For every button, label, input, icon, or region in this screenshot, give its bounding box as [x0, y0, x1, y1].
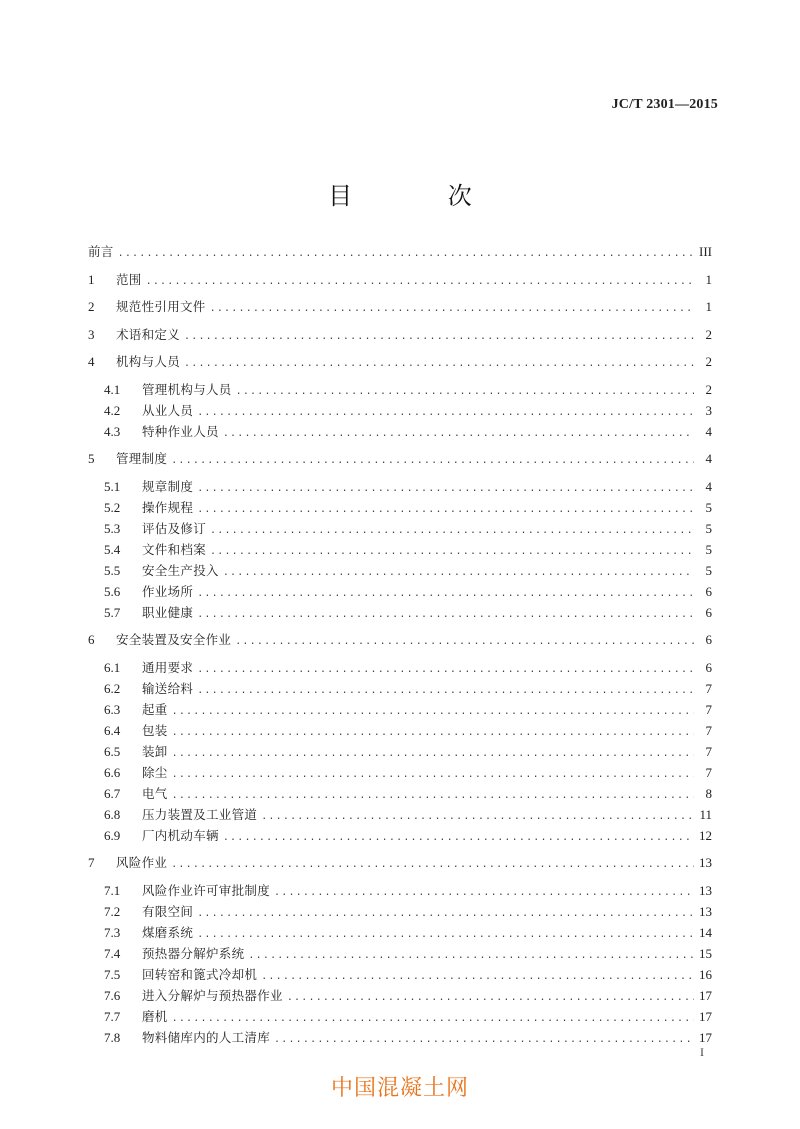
toc-entry[interactable]: [88, 324, 712, 345]
toc-entry[interactable]: [88, 825, 712, 846]
toc-entry-number: 7: [88, 855, 95, 870]
toc-entry-number: 2: [88, 299, 95, 314]
toc-entry-label: 机构与人员: [116, 354, 181, 369]
toc-entry[interactable]: [88, 602, 712, 623]
toc-entry[interactable]: [88, 720, 712, 741]
toc-entry-number: 5.2: [104, 499, 121, 515]
toc-entry-page: 4: [705, 423, 712, 439]
toc-leader-dots: [197, 583, 694, 604]
toc-entry[interactable]: [88, 296, 712, 317]
toc-entry-number: 5.6: [104, 583, 121, 599]
toc-entry-number: 4.1: [104, 381, 121, 397]
toc-entry[interactable]: [88, 678, 712, 699]
toc-entry[interactable]: [88, 943, 712, 964]
toc-leader-dots: [172, 743, 694, 764]
toc-entry[interactable]: [88, 581, 712, 602]
table-of-contents: [88, 241, 712, 1048]
toc-entry[interactable]: [88, 964, 712, 985]
toc-entry-page: 6: [705, 632, 712, 647]
toc-entry-page: 1: [705, 271, 712, 287]
toc-entry-number: 6.9: [104, 827, 121, 843]
toc-entry-page: III: [699, 244, 712, 259]
toc-entry-page: 5: [705, 562, 712, 578]
toc-entry-label: 预热器分解炉系统: [142, 945, 245, 961]
toc-entry[interactable]: [88, 901, 712, 922]
toc-leader-dots: [184, 353, 694, 374]
toc-entry[interactable]: [88, 804, 712, 825]
toc-leader-dots: [197, 924, 694, 945]
toc-entry-label: 特种作业人员: [142, 423, 219, 439]
toc-leader-dots: [197, 903, 694, 924]
toc-entry-page: 6: [705, 583, 712, 599]
toc-entry-label: 压力装置及工业管道: [142, 806, 258, 822]
toc-entry-number: 6.8: [104, 806, 121, 822]
toc-entry-number: 6.5: [104, 743, 121, 759]
toc-entry-number: 7.6: [104, 987, 121, 1003]
toc-entry-page: 7: [705, 743, 712, 759]
toc-entry-number: 6.2: [104, 680, 121, 696]
toc-entry-number: 6: [88, 632, 95, 647]
toc-entry-number: 7.4: [104, 945, 121, 961]
toc-entry[interactable]: [88, 379, 712, 400]
toc-entry-page: 3: [705, 402, 712, 418]
toc-entry[interactable]: [88, 1006, 712, 1027]
toc-entry-number: 5.7: [104, 604, 121, 620]
toc-entry[interactable]: [88, 741, 712, 762]
toc-entry-number: 4.2: [104, 402, 121, 418]
toc-entry-page: 17: [699, 1008, 712, 1024]
page-title: 目 次: [328, 182, 516, 210]
toc-entry-page: 16: [699, 966, 712, 982]
toc-entry[interactable]: [88, 1027, 712, 1048]
toc-entry[interactable]: [88, 629, 712, 650]
toc-leader-dots: [197, 402, 694, 423]
toc-entry-label: 作业场所: [142, 583, 194, 599]
toc-entry-label: 操作规程: [142, 499, 194, 515]
toc-entry[interactable]: [88, 448, 712, 469]
toc-entry-page: 15: [699, 945, 712, 961]
toc-leader-dots: [235, 631, 694, 652]
toc-entry-page: 11: [699, 806, 712, 822]
toc-entry-number: 7.7: [104, 1008, 121, 1024]
document-code: JC/T 2301—2015: [611, 97, 718, 112]
toc-entry-number: 6.4: [104, 722, 121, 738]
toc-entry-number: 1: [88, 271, 95, 287]
toc-leader-dots: [210, 298, 694, 319]
toc-leader-dots: [210, 541, 694, 562]
toc-entry-label: 进入分解炉与预热器作业: [142, 987, 283, 1003]
toc-entry-page: 7: [705, 701, 712, 717]
toc-entry-page: 17: [699, 1029, 712, 1045]
toc-entry-label: 厂内机动车辆: [142, 827, 219, 843]
toc-entry-label: 职业健康: [142, 604, 194, 620]
watermark: 中国混凝土网: [330, 1076, 469, 1101]
toc-entry-number: 7.1: [104, 882, 121, 898]
toc-entry-page: 6: [705, 604, 712, 620]
toc-entry-label: 文件和档案: [142, 541, 207, 557]
toc-entry-page: 6: [705, 659, 712, 675]
toc-entry-label: 有限空间: [142, 903, 194, 919]
toc-leader-dots: [146, 271, 694, 292]
toc-leader-dots: [171, 854, 694, 875]
toc-leader-dots: [197, 604, 694, 625]
toc-entry-number: 5.3: [104, 520, 121, 536]
page-number: I: [700, 1045, 704, 1059]
toc-entry[interactable]: [88, 476, 712, 497]
toc-entry-page: 2: [705, 354, 712, 369]
toc-entry-page: 5: [705, 541, 712, 557]
toc-entry[interactable]: [88, 699, 712, 720]
toc-entry-number: 7.2: [104, 903, 121, 919]
toc-leader-dots: [197, 499, 694, 520]
toc-entry-label: 包装: [142, 722, 168, 738]
toc-entry-number: 6.3: [104, 701, 121, 717]
toc-entry-page: 7: [705, 680, 712, 696]
toc-leader-dots: [236, 381, 694, 402]
toc-entry-number: 5.1: [104, 478, 121, 494]
toc-entry-number: 5.4: [104, 541, 121, 557]
toc-leader-dots: [274, 1029, 694, 1050]
toc-entry[interactable]: [88, 922, 712, 943]
toc-entry-label: 管理机构与人员: [142, 381, 232, 397]
toc-entry-label: 范围: [116, 271, 142, 287]
toc-entry-number: 4: [88, 354, 95, 369]
toc-entry-page: 2: [705, 381, 712, 397]
toc-leader-dots: [172, 785, 694, 806]
toc-leader-dots: [287, 987, 694, 1008]
toc-leader-dots: [248, 945, 694, 966]
toc-entry-label: 评估及修订: [142, 520, 207, 536]
toc-entry[interactable]: [88, 351, 712, 372]
toc-entry-page: 7: [705, 722, 712, 738]
toc-entry-number: 5: [88, 451, 95, 466]
toc-leader-dots: [172, 701, 694, 722]
toc-entry-page: 5: [705, 520, 712, 536]
toc-entry-label: 规范性引用文件: [116, 299, 206, 314]
toc-entry-label: 术语和定义: [116, 326, 181, 342]
toc-entry-number: 6.1: [104, 659, 121, 675]
toc-entry-number: 5.5: [104, 562, 121, 578]
toc-entry-number: 3: [88, 326, 95, 342]
toc-entry-label: 风险作业许可审批制度: [142, 882, 271, 898]
toc-entry[interactable]: [88, 518, 712, 539]
toc-entry[interactable]: [88, 400, 712, 421]
toc-entry-number: 7.5: [104, 966, 121, 982]
toc-leader-dots: [197, 659, 694, 680]
toc-entry-label: 从业人员: [142, 402, 194, 418]
toc-leader-dots: [274, 882, 694, 903]
toc-leader-dots: [223, 423, 694, 444]
toc-entry-label: 除尘: [142, 764, 168, 780]
toc-leader-dots: [172, 1008, 694, 1029]
toc-entry-label: 装卸: [142, 743, 168, 759]
toc-entry-page: 7: [705, 764, 712, 780]
toc-entry[interactable]: [88, 497, 712, 518]
toc-entry[interactable]: [88, 421, 712, 442]
toc-entry-number: 6.7: [104, 785, 121, 801]
toc-entry-label: 煤磨系统: [142, 924, 194, 940]
toc-entry-page: 5: [705, 499, 712, 515]
toc-entry[interactable]: [88, 783, 712, 804]
toc-entry-label: 前言: [88, 244, 114, 259]
toc-entry-number: 4.3: [104, 423, 121, 439]
toc-leader-dots: [223, 827, 694, 848]
toc-entry-label: 输送给料: [142, 680, 194, 696]
toc-entry-page: 4: [705, 478, 712, 494]
toc-entry[interactable]: [88, 560, 712, 581]
toc-entry-label: 物料储库内的人工清库: [142, 1029, 271, 1045]
toc-entry-page: 2: [705, 326, 712, 342]
toc-leader-dots: [172, 722, 694, 743]
toc-leader-dots: [223, 562, 694, 583]
toc-leader-dots: [210, 520, 694, 541]
toc-entry-page: 8: [705, 785, 712, 801]
toc-entry-page: 13: [699, 903, 712, 919]
toc-entry-page: 13: [699, 855, 712, 870]
toc-entry-page: 4: [705, 451, 712, 466]
toc-leader-dots: [172, 764, 694, 785]
toc-entry-label: 安全装置及安全作业: [116, 632, 232, 647]
toc-entry[interactable]: [88, 241, 712, 262]
toc-leader-dots: [261, 966, 694, 987]
toc-entry-label: 回转窑和篦式冷却机: [142, 966, 258, 982]
toc-entry[interactable]: [88, 539, 712, 560]
toc-entry[interactable]: [88, 880, 712, 901]
toc-entry[interactable]: [88, 852, 712, 873]
toc-entry-label: 电气: [142, 785, 168, 801]
toc-leader-dots: [184, 326, 694, 347]
toc-entry-label: 管理制度: [116, 451, 168, 466]
toc-entry-label: 通用要求: [142, 659, 194, 675]
toc-entry-page: 14: [699, 924, 712, 940]
toc-entry[interactable]: [88, 657, 712, 678]
toc-entry[interactable]: [88, 269, 712, 290]
toc-entry-label: 安全生产投入: [142, 562, 219, 578]
toc-leader-dots: [197, 478, 694, 499]
toc-leader-dots: [261, 806, 694, 827]
toc-entry[interactable]: [88, 985, 712, 1006]
toc-entry-number: 7.3: [104, 924, 121, 940]
toc-entry[interactable]: [88, 762, 712, 783]
toc-leader-dots: [197, 680, 694, 701]
toc-entry-label: 规章制度: [142, 478, 194, 494]
toc-entry-label: 风险作业: [116, 855, 168, 870]
toc-leader-dots: [171, 450, 694, 471]
toc-entry-page: 12: [699, 827, 712, 843]
toc-entry-label: 磨机: [142, 1008, 168, 1024]
toc-entry-page: 13: [699, 882, 712, 898]
toc-entry-number: 6.6: [104, 764, 121, 780]
toc-leader-dots: [118, 243, 694, 264]
toc-entry-label: 起重: [142, 701, 168, 717]
toc-entry-page: 1: [705, 299, 712, 314]
toc-entry-number: 7.8: [104, 1029, 121, 1045]
toc-entry-page: 17: [699, 987, 712, 1003]
